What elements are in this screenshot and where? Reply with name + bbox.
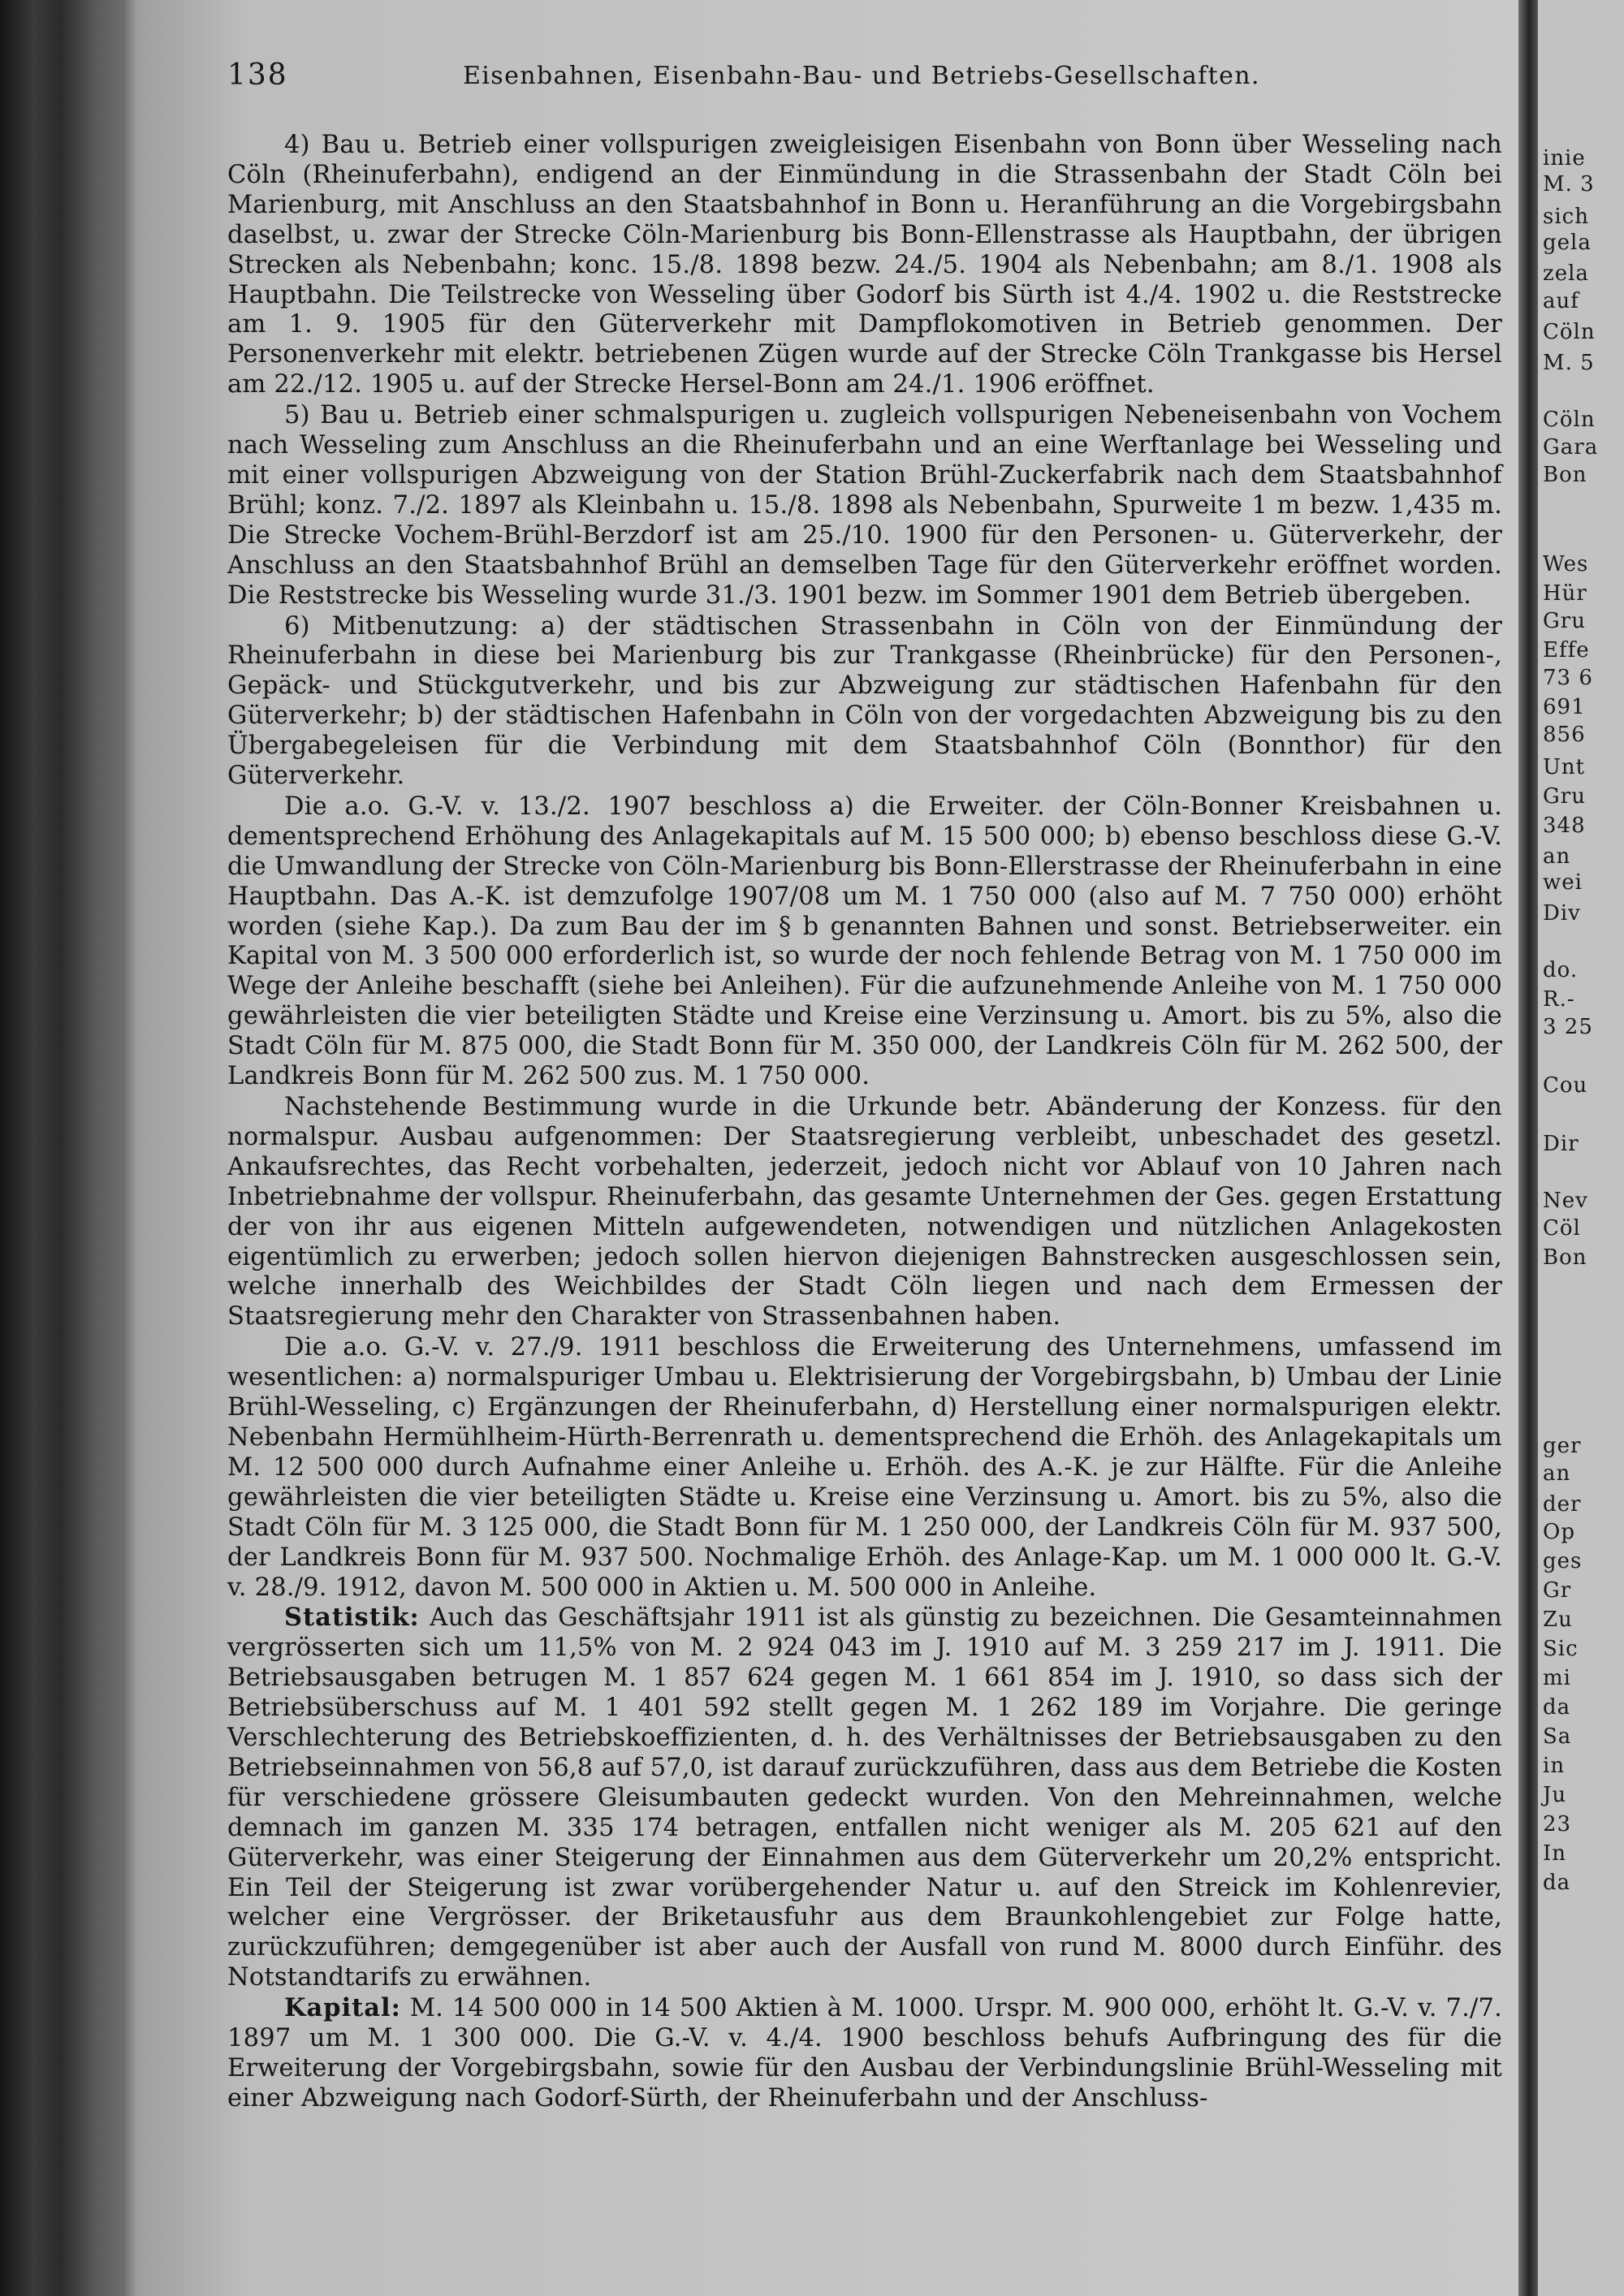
- adjacent-page-fragment: auf: [1543, 289, 1579, 313]
- adjacent-page-fragment: Zu: [1543, 1608, 1573, 1632]
- adjacent-page-fragment: mi: [1543, 1666, 1571, 1690]
- paragraph: [227, 1332, 1502, 1603]
- page-number: 138: [227, 58, 288, 92]
- adjacent-page-fragment: Gru: [1543, 609, 1586, 633]
- adjacent-page-fragment: sich: [1543, 205, 1589, 229]
- adjacent-page-fragment: Ju: [1543, 1783, 1567, 1807]
- paragraph: [227, 1603, 1502, 1993]
- adjacent-page-fragment: wei: [1543, 870, 1583, 895]
- adjacent-page-fragment: der: [1543, 1492, 1582, 1517]
- adjacent-page-fragment: 691: [1543, 695, 1586, 719]
- adjacent-page-fragment: Gru: [1543, 784, 1586, 809]
- paragraph: [227, 792, 1502, 1092]
- adjacent-page-fragment: zela: [1543, 261, 1589, 286]
- adjacent-page-fragment: M. 5: [1543, 351, 1595, 375]
- adjacent-page-fragment: Gara: [1543, 435, 1599, 460]
- adjacent-page-fragment: M. 3: [1543, 172, 1595, 196]
- paragraph: [227, 611, 1502, 792]
- paragraph-text: Auch das Geschäftsjahr 1911 ist als günstig zu bezeichnen. Die Gesamteinnahmen vergrösserten sich um 11,5% von M. 2 924 043 im J. 1910 auf M. 3 259 217 im J. 1911. Die Betriebsausgaben betrugen M. 1 857 624 gegen M. 1 661 854 im J. 1910, so dass sich der Betriebsüberschuss auf M. 1 401 592 stellt gegen M. 1 262 189 im Vorjahre. Die geringe Verschlechterung des Betriebskoeffizienten, d. h. des Verhältnisses der Betriebsausgaben zu den Betriebseinnahmen von 56,8 auf 57,0, ist darauf zurückzuführen, dass aus dem Betriebe die Kosten für verschiedene grössere Gleisumbauten gedeckt wurden. Von den Mehreinnahmen, welche demnach im ganzen M. 335 174 betragen, entfallen nicht weniger als M. 205 621 auf den Güterverkehr, was einer Steigerung der Einnahmen aus dem Güterverkehr um 20,2% entspricht. Ein Teil der Steigerung ist zwar vorübergehender Natur u. auf den Streick im Kohlenrevier, welcher eine Vergrösser. der Briketausfuhr aus dem Braunkohlengebiet zur Folge hatte, zurückzuführen; demgegenüber ist aber auch der Ausfall von rund M. 8000 durch Einführ. des Notstandtarifs zu erwähnen.: [227, 1603, 1502, 1992]
- adjacent-page-fragment: inie: [1543, 146, 1586, 170]
- adjacent-page-fragment: do.: [1543, 958, 1579, 982]
- paragraph-text: 6) Mitbenutzung: a) der städtischen Strassenbahn in Cöln von der Einmündung der Rheinuferbahn in diese bei Marienburg bis zur Trankgasse (Rheinbrücke) für den Personen-, Gepäck- und Stückgutverkehr, und bis zur Abzweigung zur städtischen Hafenbahn für den Güterverkehr; b) der städtischen Hafenbahn in Cöln von der vorgedachten Abzweigung bis zu den Übergabegeleisen für die Verbindung mit dem Staatsbahnhof Cöln (Bonnthor) für den Güterverkehr.: [227, 611, 1502, 791]
- adjacent-page-fragment: 348: [1543, 814, 1586, 838]
- adjacent-page-fragment: Hür: [1543, 581, 1587, 606]
- paragraph-text: Nachstehende Bestimmung wurde in die Urkunde betr. Abänderung der Konzess. für den normalspur. Ausbau aufgenommen: Der Staatsregierung verbleibt, unbeschadet des gesetzl. Ankaufsrechtes, das Recht vorbehalten, jederzeit, jedoch nicht vor Ablauf von 10 Jahren nach Inbetriebnahme der vollspur. Rheinuferbahn, das gesamte Unternehmen der Ges. gegen Erstattung der von ihr aus eigenen Mitteln aufgewendeten, notwendigen und nützlichen Anlagekosten eigentümlich zu erwerben; jedoch sollen hiervon diejenigen Bahnstrecken ausgeschlossen sein, welche innerhalb des Weichbildes der Stadt Cöln liegen und nach dem Ermessen der Staatsregierung mehr den Charakter von Strassenbahnen haben.: [227, 1093, 1502, 1331]
- adjacent-page-fragment: Unt: [1543, 755, 1586, 779]
- section-label: Statistik:: [284, 1603, 420, 1633]
- adjacent-page-fragment: Div: [1543, 901, 1581, 926]
- body-text: [227, 130, 1502, 2114]
- adjacent-page-fragment: In: [1543, 1841, 1567, 1866]
- adjacent-page-fragment: Cöln: [1543, 320, 1596, 344]
- running-title: Eisenbahnen, Eisenbahn-Bau- und Betriebs-Gesellschaften.: [463, 62, 1260, 90]
- paragraph: [227, 130, 1502, 400]
- adjacent-page-fragment: Bon: [1543, 1245, 1587, 1270]
- adjacent-page-fragment: da: [1543, 1871, 1571, 1895]
- adjacent-page-fragment: 73 6: [1543, 666, 1593, 690]
- adjacent-page-fragment: Bon: [1543, 463, 1587, 487]
- adjacent-page-fragment: gela: [1543, 231, 1592, 255]
- adjacent-page-fragment: da: [1543, 1695, 1571, 1720]
- paragraph: [227, 1993, 1502, 2114]
- paragraph: [227, 400, 1502, 611]
- adjacent-page-fragment: Sic: [1543, 1637, 1579, 1661]
- adjacent-page-fragment: Effe: [1543, 638, 1590, 662]
- paragraph-text: 4) Bau u. Betrieb einer vollspurigen zweigleisigen Eisenbahn von Bonn über Wesseling nach Cöln (Rheinuferbahn), endigend an der Einmündung in die Strassenbahn der Stadt Cöln bei Marienburg, mit Anschluss an den Staatsbahnhof in Bonn u. Heranführung an die Vorgebirgsbahn daselbst, u. zwar der Strecke Cöln-Marienburg bis Bonn-Ellenstrasse als Hauptbahn, der übrigen Strecken als Nebenbahn; konc. 15./8. 1898 bezw. 24./5. 1904 als Nebenbahn; am 8./1. 1908 als Hauptbahn. Die Teilstrecke von Wesseling über Godorf bis Sürth ist 4./4. 1902 u. die Reststrecke am 1. 9. 1905 für den Güterverkehr mit Dampflokomotiven in Betrieb genommen. Der Personenverkehr mit elektr. betriebenen Zügen wurde auf der Strecke Cöln Trankgasse bis Hersel am 22./12. 1905 u. auf der Strecke Hersel-Bonn am 24./1. 1906 eröffnet.: [227, 131, 1502, 399]
- adjacent-page-fragment: ges: [1543, 1549, 1583, 1573]
- book-spine: [0, 0, 136, 2296]
- adjacent-page-fragment: an: [1543, 844, 1571, 869]
- adjacent-page-fragment: Wes: [1543, 552, 1589, 576]
- adjacent-page: [1538, 0, 1624, 2296]
- adjacent-page-fragment: Sa: [1543, 1724, 1572, 1749]
- paragraph-text: M. 14 500 000 in 14 500 Aktien à M. 1000. Urspr. M. 900 000, erhöht lt. G.-V. v. 7./7. 1897 um M. 1 300 000. Die G.-V. v. 4./4. 1900 beschloss behufs Aufbringung des für die Erweiterung der Vorgebirgsbahn, sowie für den Ausbau der Verbindungslinie Brühl-Wesseling mit einer Abzweigung nach Godorf-Sürth, der Rheinuferbahn und der Anschluss-: [227, 1994, 1502, 2113]
- paragraph-text: Die a.o. G.-V. v. 13./2. 1907 beschloss a) die Erweiter. der Cöln-Bonner Kreisbahnen u. dementsprechend Erhöhung des Anlagekapitals auf M. 15 500 000; b) ebenso beschloss diese G.-V. die Umwandlung der Strecke von Cöln-Marienburg bis Bonn-Ellerstrasse der Rheinuferbahn in eine Hauptbahn. Das A.-K. ist demzufolge 1907/08 um M. 1 750 000 (also auf M. 7 750 000) erhöht worden (siehe Kap.). Da zum Bau der im § b genannten Bahnen und sonst. Betriebserweiter. ein Kapital von M. 3 500 000 erforderlich ist, so wurde der noch fehlende Betrag von M. 1 750 000 im Wege der Anleihe beschafft (siehe bei Anleihen). Für die aufzunehmende Anleihe von M. 1 750 000 gewährleisten die vier beteiligten Städte und Kreise eine Verzinsung u. Amort. bis zu 5%, also die Stadt Cöln für M. 875 000, die Stadt Bonn für M. 350 000, der Landkreis Cöln für M. 262 500, der Landkreis Bonn für M. 262 500 zus. M. 1 750 000.: [227, 792, 1502, 1091]
- adjacent-page-fragment: 3 25: [1543, 1015, 1593, 1039]
- section-label: Kapital:: [284, 1993, 401, 2023]
- adjacent-page-fragment: Cöl: [1543, 1216, 1581, 1241]
- adjacent-page-fragment: 23: [1543, 1812, 1572, 1836]
- adjacent-page-fragment: Cöln: [1543, 408, 1596, 432]
- paragraph-text: Die a.o. G.-V. v. 27./9. 1911 beschloss die Erweiterung des Unternehmens, umfassend im wesentlichen: a) normalspuriger Umbau u. Elektrisierung der Vorgebirgsbahn, b) Umbau der Linie Brühl-Wesseling, c) Ergänzungen der Rheinuferbahn, d) Herstellung einer normalspurigen elektr. Nebenbahn Hermühlheim-Hürth-Berrenrath u. dementsprechend die Erhöh. des Anlagekapitals um M. 12 500 000 durch Aufnahme einer Anleihe u. Erhöh. des A.-K. je zur Hälfte. Für die Anleihe gewährleisten die vier beteiligten Städte u. Kreise eine Verzinsung u. Amort. bis zu 5%, also die Stadt Cöln für M. 3 125 000, die Stadt Bonn für M. 1 250 000, der Landkreis Cöln für M. 937 500, der Landkreis Bonn für M. 937 500. Nochmalige Erhöh. des Anlage-Kap. um M. 1 000 000 lt. G.-V. v. 28./9. 1912, davon M. 500 000 in Aktien u. M. 500 000 in Anleihe.: [227, 1333, 1502, 1602]
- page-header: [227, 58, 1429, 97]
- paragraph-text: 5) Bau u. Betrieb einer schmalspurigen u. zugleich vollspurigen Nebeneisenbahn von Vochem nach Wesseling zum Anschluss an die Rheinuferbahn und an eine Werftanlage bei Wesseling und mit einer vollspurigen Abzweigung von der Station Brühl-Zuckerfabrik nach dem Staatsbahnhof Brühl; konz. 7./2. 1897 als Kleinbahn u. 15./8. 1898 als Nebenbahn, Spurweite 1 m bezw. 1,435 m. Die Strecke Vochem-Brühl-Berzdorf ist am 25./10. 1900 für den Personen- u. Güterverkehr, der Anschluss an den Staatsbahnhof Brühl an demselben Tage für den Güterverkehr eröffnet worden. Die Reststrecke bis Wesseling wurde 31./3. 1901 bezw. im Sommer 1901 dem Betrieb übergeben.: [227, 401, 1502, 610]
- adjacent-page-fragment: Op: [1543, 1520, 1575, 1544]
- adjacent-page-fragment: an: [1543, 1461, 1571, 1486]
- adjacent-page-fragment: Cou: [1543, 1073, 1588, 1098]
- adjacent-page-fragment: Dir: [1543, 1132, 1579, 1156]
- adjacent-page-fragment: Gr: [1543, 1578, 1572, 1603]
- adjacent-page-fragment: in: [1543, 1754, 1566, 1778]
- adjacent-page-fragment: 856: [1543, 723, 1586, 747]
- adjacent-page-fragment: Nev: [1543, 1189, 1588, 1213]
- paragraph: [227, 1092, 1502, 1332]
- adjacent-page-fragment: R.-: [1543, 987, 1575, 1012]
- adjacent-page-fragment: ger: [1543, 1434, 1582, 1458]
- page-fold: [1518, 0, 1538, 2296]
- book-page: [136, 0, 1535, 2296]
